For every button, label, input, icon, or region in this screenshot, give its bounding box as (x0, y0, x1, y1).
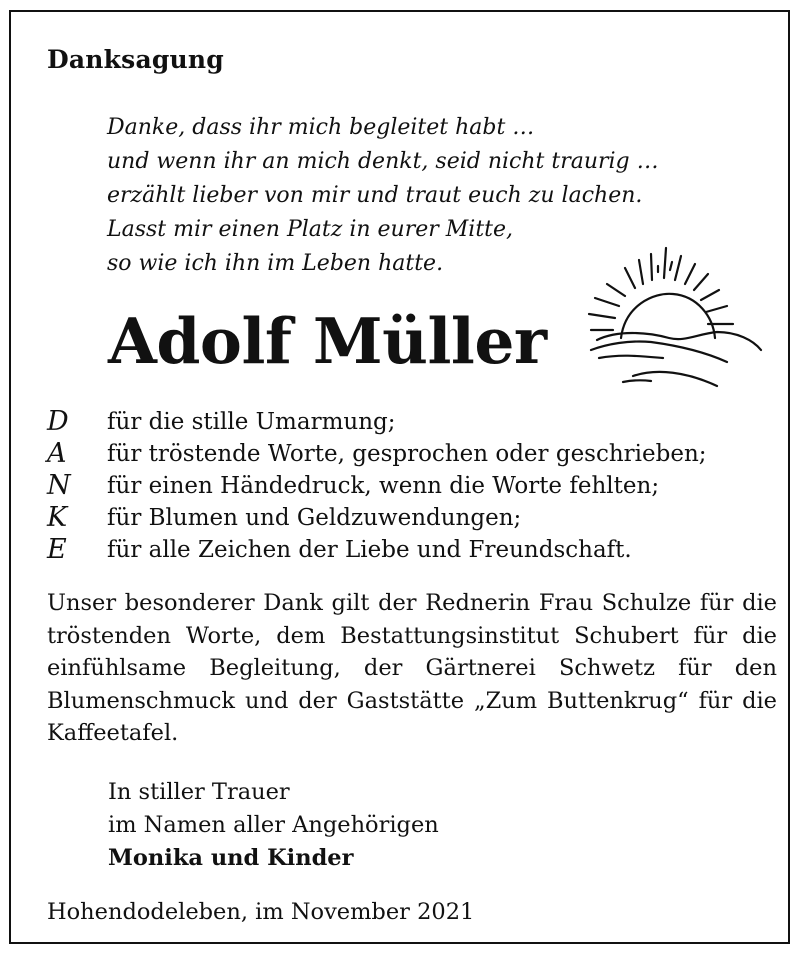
danke-letter: D (47, 406, 69, 437)
thanks-paragraph: Unser besonderer Dank gilt der Rednerin Frau Schulze für die tröstenden Worte, dem Bestattungsinstitut Schubert für die einfühlsame Begleitung, der Gärtnerei Schwetz für den Blumenschmuck und der Gaststätte „Zum Buttenkrug“ für die Kaffeetafel. (47, 590, 777, 746)
danke-letter: A (47, 438, 67, 469)
notice-heading: Danksagung (47, 45, 224, 74)
signature-line: In stiller Trauer (108, 779, 290, 805)
danke-letter: K (47, 502, 68, 533)
danke-letter: N (47, 470, 71, 501)
danke-text: für alle Zeichen der Liebe und Freundschaft. (107, 537, 632, 563)
notice-frame (9, 10, 790, 944)
deceased-name: Adolf Müller (108, 304, 547, 378)
danke-row (47, 502, 707, 534)
danke-row (47, 534, 707, 566)
poem-line: so wie ich ihn im Leben hatte. (107, 251, 444, 276)
poem-line: erzählt lieber von mir und traut euch zu lachen. (107, 183, 643, 208)
danke-text: für einen Händedruck, wenn die Worte fehlten; (107, 473, 660, 499)
danke-row (47, 438, 707, 470)
signature-line: im Namen aller Angehörigen (108, 812, 439, 838)
poem (107, 111, 659, 281)
danke-letter: E (47, 534, 67, 565)
place-date: Hohendodeleben, im November 2021 (47, 899, 475, 925)
danke-text: für die stille Umarmung; (107, 409, 396, 435)
signature-block (108, 776, 439, 875)
danke-list (47, 406, 707, 566)
signature-names: Monika und Kinder (108, 845, 354, 871)
sunset-icon (577, 240, 767, 392)
poem-line: Danke, dass ihr mich begleitet habt … (107, 115, 535, 140)
danke-text: für Blumen und Geldzuwendungen; (107, 505, 522, 531)
poem-line: und wenn ihr an mich denkt, seid nicht traurig … (107, 149, 659, 174)
danke-text: für tröstende Worte, gesprochen oder geschrieben; (107, 441, 707, 467)
danke-row (47, 470, 707, 502)
danke-row (47, 406, 707, 438)
poem-line: Lasst mir einen Platz in eurer Mitte, (107, 217, 514, 242)
